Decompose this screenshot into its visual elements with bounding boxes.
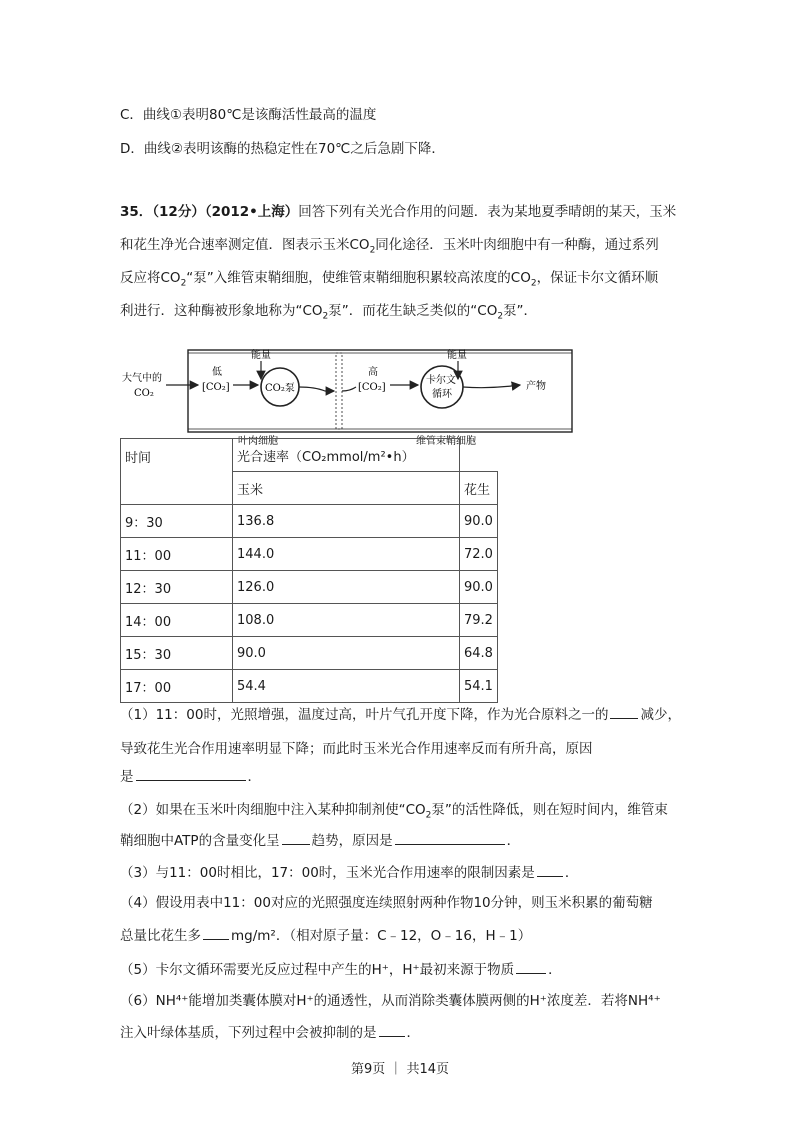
subquestion-2-line-1 xyxy=(120,798,668,821)
intro-text-4c: 泵”． xyxy=(503,303,538,319)
intro-text-4b: 泵”．而花生缺乏类似的“CO xyxy=(328,303,498,319)
product-label: 产物 xyxy=(526,381,546,392)
answer-blank[interactable] xyxy=(203,926,229,940)
q5-text-a: （5）卡尔文循环需要光反应过程中产生的H⁺，H⁺最初来源于物质 xyxy=(120,962,515,978)
header-corn: 玉米 xyxy=(233,472,460,505)
calvin-label-1: 卡尔文 xyxy=(426,375,456,386)
table-row xyxy=(121,505,498,538)
subquestion-4-line-2 xyxy=(120,924,531,944)
cell-corn: 108.0 xyxy=(233,604,460,637)
high-co2-label: [CO₂] xyxy=(358,382,386,393)
table-header-row xyxy=(121,439,498,472)
q6-text-b: 注入叶绿体基质，下列过程中会被抑制的是 xyxy=(120,1025,377,1041)
header-blank xyxy=(460,439,498,472)
q4-text-b: 总量比花生多 xyxy=(120,928,201,944)
table-row xyxy=(121,604,498,637)
q2-text-b: 泵”的活性降低，则在短时间内，维管束 xyxy=(431,802,668,818)
cell-time: 17：00 xyxy=(121,670,233,703)
intro-text-2a: 和花生净光合速率测定值．图表示玉米CO xyxy=(120,237,370,253)
bundle-sheath-label: 维管束鞘细胞 xyxy=(416,436,476,447)
table-row xyxy=(121,670,498,703)
energy-right-label: 能量 xyxy=(447,350,467,361)
option-d: D．曲线②表明该酶的热稳定性在70℃之后急剧下降． xyxy=(120,141,445,157)
cell-peanut: 90.0 xyxy=(460,505,498,538)
subquestion-2-line-2 xyxy=(120,829,520,849)
subquestion-1-line-3 xyxy=(120,765,261,785)
table-row xyxy=(121,637,498,670)
header-time: 时间 xyxy=(121,439,233,505)
table-row xyxy=(121,538,498,571)
cell-corn: 144.0 xyxy=(233,538,460,571)
subscript-2: 2 xyxy=(369,245,376,256)
answer-blank[interactable] xyxy=(282,831,310,845)
q2-text-a: （2）如果在玉米叶肉细胞中注入某种抑制剂使“CO xyxy=(120,802,426,818)
atmosphere-label-1: 大气中的 xyxy=(122,373,162,384)
q3-text-b: ． xyxy=(564,865,579,881)
calvin-cycle-circle xyxy=(421,366,463,408)
cell-wall-divider xyxy=(336,353,342,429)
subquestion-6-line-2 xyxy=(120,1021,420,1041)
cell-time: 15：30 xyxy=(121,637,233,670)
q1-text-e: ． xyxy=(247,769,261,785)
q6-text-c: ． xyxy=(406,1025,420,1041)
subquestion-3 xyxy=(120,861,578,881)
cell-corn: 136.8 xyxy=(233,505,460,538)
table-row xyxy=(121,571,498,604)
cell-peanut: 79.2 xyxy=(460,604,498,637)
subscript-2: 2 xyxy=(497,311,504,322)
q1-text-a: （1）11：00时，光照增强，温度过高，叶片气孔开度下降，作为光合原料之一的 xyxy=(120,707,609,723)
subquestion-4-line-1: （4）假设用表中11：00对应的光照强度连续照射两种作物10分钟，则玉米积累的葡萄糖 xyxy=(120,895,653,911)
intro-text-1: 回答下列有关光合作用的问题．表为某地夏季晴朗的某天，玉米 xyxy=(298,204,677,220)
question-intro-line-4 xyxy=(120,299,537,322)
subscript-2: 2 xyxy=(530,278,537,289)
co2-pump-label: CO₂泵 xyxy=(265,383,295,394)
low-co2-label: [CO₂] xyxy=(202,382,230,393)
answer-blank[interactable] xyxy=(379,1023,405,1037)
q5-text-b: ． xyxy=(548,962,562,978)
cell-peanut: 64.8 xyxy=(460,637,498,670)
question-intro-line-2 xyxy=(120,233,659,256)
q1-text-d: 是 xyxy=(120,769,134,785)
mesophyll-label: 叶肉细胞 xyxy=(238,436,278,447)
cell-peanut: 90.0 xyxy=(460,571,498,604)
answer-blank[interactable] xyxy=(516,960,546,974)
cell-corn: 126.0 xyxy=(233,571,460,604)
subscript-2: 2 xyxy=(425,810,432,821)
q2-text-d: 趋势，原因是 xyxy=(311,833,393,849)
wall-to-high-curve xyxy=(342,387,356,391)
question-intro-line-3 xyxy=(120,266,658,289)
high-label: 高 xyxy=(368,367,378,378)
answer-blank[interactable] xyxy=(610,705,638,719)
intro-text-3a: 反应将CO xyxy=(120,270,181,286)
energy-left-label: 能量 xyxy=(251,350,271,361)
cell-time: 11：00 xyxy=(121,538,233,571)
q2-text-e: ． xyxy=(506,833,521,849)
pump-to-wall-arrow xyxy=(299,387,334,391)
subquestion-1-line-2: 导致花生光合作用速率明显下降；而此时玉米光合作用速率反而有所升高，原因 xyxy=(120,741,593,757)
question-number: 35．（12分）（2012•上海） xyxy=(120,204,299,220)
subquestion-1-line-1 xyxy=(120,703,681,723)
atmosphere-label-2: CO₂ xyxy=(134,388,154,399)
co2-pathway-diagram xyxy=(120,347,580,447)
cell-corn: 90.0 xyxy=(233,637,460,670)
answer-blank[interactable] xyxy=(395,831,505,845)
calvin-to-product-arrow xyxy=(463,385,520,388)
q4-text-c: mg/m²．（相对原子量：C﹣12，O﹣16，H﹣1） xyxy=(231,928,532,944)
q1-text-b: 减少， xyxy=(640,707,681,723)
intro-text-3b: “泵”入维管束鞘细胞，使维管束鞘细胞积累较高浓度的CO xyxy=(186,270,531,286)
q3-text-a: （3）与11：00时相比，17：00时，玉米光合作用速率的限制因素是 xyxy=(120,865,535,881)
answer-blank[interactable] xyxy=(136,767,246,781)
intro-text-4a: 利进行．这种酶被形象地称为“CO xyxy=(120,303,323,319)
calvin-label-2: 循环 xyxy=(432,389,452,400)
answer-blank[interactable] xyxy=(537,863,563,877)
header-rate: 光合速率（CO₂mmol/m²•h） xyxy=(233,439,460,472)
subscript-2: 2 xyxy=(322,311,329,322)
cell-corn: 54.4 xyxy=(233,670,460,703)
low-label: 低 xyxy=(212,367,222,378)
cell-peanut: 72.0 xyxy=(460,538,498,571)
option-c: C．曲线①表明80℃是该酶活性最高的温度 xyxy=(120,107,377,123)
q2-text-c: 鞘细胞中ATP的含量变化呈 xyxy=(120,833,280,849)
subquestion-6-line-1: （6）NH⁴⁺能增加类囊体膜对H⁺的通透性，从而消除类囊体膜两侧的H⁺浓度差．若将NH⁴⁺ xyxy=(120,993,661,1009)
intro-text-3c: ，保证卡尔文循环顺 xyxy=(536,270,659,286)
subquestion-5 xyxy=(120,958,562,978)
question-intro-line-1 xyxy=(120,200,676,220)
cell-time: 9：30 xyxy=(121,505,233,538)
page-footer: 第9页 ｜ 共14页 xyxy=(350,1062,450,1077)
subscript-2: 2 xyxy=(180,278,187,289)
cell-peanut: 54.1 xyxy=(460,670,498,703)
header-peanut: 花生 xyxy=(460,472,498,505)
cell-time: 14：00 xyxy=(121,604,233,637)
intro-text-2b: 同化途径．玉米叶肉细胞中有一种酶，通过系列 xyxy=(375,237,659,253)
cell-time: 12：30 xyxy=(121,571,233,604)
photosynthesis-rate-table xyxy=(120,438,498,703)
